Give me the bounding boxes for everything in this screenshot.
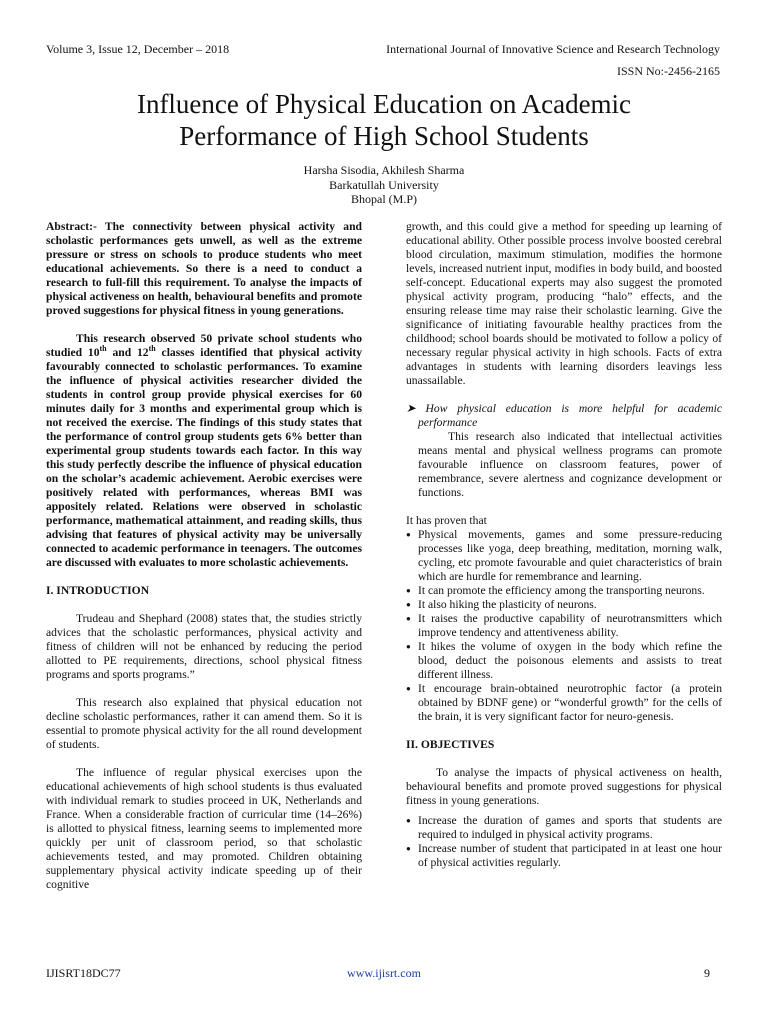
- volume-info: Volume 3, Issue 12, December – 2018: [46, 42, 230, 56]
- proven-bullet-list: [406, 528, 722, 724]
- list-item: ● It also hiking the plasticity of neurons.: [406, 598, 722, 612]
- intro-paragraph-1: Trudeau and Shephard (2008) states that, the studies strictly advices that the scholastic performances, physical activity and fitness of children will not be enhanced by reducing the period allotted to PE requirements, directions, school physical fitness programs and sports programs.”: [46, 612, 362, 681]
- intro-paragraph-2: This research also explained that physical education not decline scholastic performances, rather it can amend them. So it is essential to promote physical activity for the all round development of students.: [46, 696, 362, 751]
- intro-paragraph-3: The influence of regular physical exercises upon the educational achievements of high school students is thus evaluated with individual remark to studies proceed in UK, Netherlands and France. When a considerable fraction of curricular time (14–26%) is allotted to physical fitness, learning seems to implemented more quickly per unit of classroom period, so that scholastic achievements tested, and may promoted. Children obtaining supplementary physical activity indicate speeding up of their cognitive: [46, 766, 362, 891]
- issn: ISSN No:-2456-2165: [616, 64, 720, 78]
- author-block: [0, 163, 768, 207]
- intro-paragraph-4: growth, and this could give a method for speeding up learning of educational ability. Other possible process involve boosted cerebral blood circulation, maximum stimulation, modifies the hormone levels, increased nutrient input, modifies in body build, and boosted self-concept. Educational experts may also suggest the promoted physical activity program, producing “halo” effects, and the ensuring release time may raise their scholastic learning. Give the significance of initiating favourable healthy practices from the childhood; school boards should be motivated to follow a policy of necessary regular physical activity in high schools. Facts of extra advantages in students with learning disorders leavings less unassailable.: [406, 220, 722, 387]
- abstract-paragraph-1: Abstract:- The connectivity between physical activity and scholastic performances gets unwell, as well as the extreme pressure or stress on schools to produce students who meet educational achievements. So there is a need to conduct a research to full-fill this requirement. To analyse the impacts of physical activeness on health, behavioural benefits and promote proved suggestions for physical fitness in young generations.: [46, 220, 362, 317]
- proven-lead: It has proven that: [406, 514, 487, 527]
- list-item: ● Physical movements, games and some pressure-reducing processes like yoga, deep breathing, meditation, morning walk, cycling, etc promote favourable and quiet characteristics of brain which are hurdle for remembrance and learning.: [406, 528, 722, 584]
- journal-name: International Journal of Innovative Science and Research Technology: [386, 42, 720, 56]
- page-number: 9: [704, 966, 710, 980]
- location: Bhopal (M.P): [351, 192, 417, 206]
- website-link[interactable]: www.ijisrt.com: [347, 966, 421, 980]
- left-column: [46, 220, 362, 892]
- title-line-1: Influence of Physical Education on Academic: [136, 89, 632, 119]
- abstract-p2-part-c: classes identified that physical activity favourably connected to scholastic performances. To examine the influence of physical activities researcher divided the students in control group provide physical exercises for 60 minutes daily for 3 months and experimental group which is not received the exercise. The findings of this study states that the performance of control group students gets 6% better than experimental group students towards each factor. In this way this study perfectly describe the influence of physical education on the scholar’s academic achievement. Aerobic exercises were positively related with performances, whereas BMI was appositely related. Relations were observed in scholastic performance, mathematical attainment, and reading skills, thus advising that features of physical activity may be universally connected to academic performance in teenagers. The outcomes are discussed with evaluates to more scholastic achievements.: [46, 346, 362, 569]
- list-item: ● It hikes the volume of oxygen in the body which refine the blood, deduct the poisonous elements and assists to treat different illness.: [406, 640, 722, 682]
- abstract-p2-part-b: and 12: [106, 346, 149, 359]
- authors: Harsha Sisodia, Akhilesh Sharma: [303, 163, 465, 177]
- abstract-sup-2: th: [148, 344, 156, 354]
- helpful-paragraph-1: This research also indicated that intellectual activities means mental and physical wellness programs can promote favourable influence on classroom features, power of remembrance, severe alertness and cognizance development or functions.: [418, 430, 722, 499]
- abstract-paragraph-2: [46, 332, 362, 570]
- affiliation: Barkatullah University: [329, 177, 439, 192]
- list-item: ● It can promote the efficiency among the transporting neurons.: [406, 584, 722, 598]
- title-line-2: Performance of High School Students: [179, 121, 589, 151]
- objectives-paragraph: To analyse the impacts of physical activeness on health, behavioural benefits and promote proved suggestions for physical fitness in young generations.: [406, 766, 722, 807]
- abstract-sup-1: th: [99, 344, 107, 354]
- objectives-bullet-list: [406, 814, 722, 870]
- list-item: ● It raises the productive capability of neurotransmitters which improve tendency and attentiveness ability.: [406, 612, 722, 640]
- objectives-heading: II. OBJECTIVES: [406, 738, 495, 751]
- abstract-p2-part-a: This research observed 50 private school students who studied 10: [46, 332, 362, 359]
- list-item: ● Increase number of student that participated in at least one hour of physical activities regularly.: [406, 842, 722, 870]
- right-column: [406, 220, 722, 870]
- intro-heading: I. INTRODUCTION: [46, 584, 150, 597]
- paper-code: IJISRT18DC77: [46, 966, 121, 980]
- list-item: ● It encourage brain-obtained neurotrophic factor (a protein obtained by BDNF gene) or “wonderful growth” for the cells of the brain, it is very significant factor for neuro-genesis.: [406, 682, 722, 724]
- list-item: ● Increase the duration of games and sports that students are required to indulged in physical activity programs.: [406, 814, 722, 842]
- paper-title: [40, 88, 728, 152]
- helpful-subheading: ➤ How physical education is more helpful for academic performance: [406, 402, 722, 429]
